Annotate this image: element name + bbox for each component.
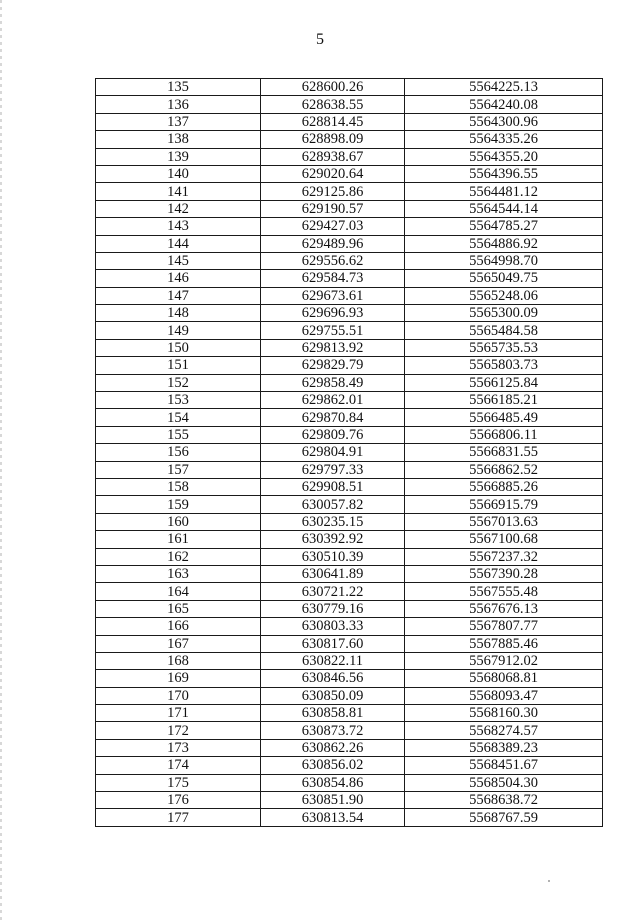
point-number-cell: 144 — [96, 235, 261, 252]
x-coordinate-cell: 630822.11 — [261, 652, 405, 669]
point-number-cell: 164 — [96, 583, 261, 600]
x-coordinate-cell: 629829.79 — [261, 357, 405, 374]
y-coordinate-cell: 5564240.08 — [405, 96, 603, 113]
y-coordinate-cell: 5567807.77 — [405, 618, 603, 635]
y-coordinate-cell: 5564998.70 — [405, 252, 603, 269]
y-coordinate-cell: 5568093.47 — [405, 687, 603, 704]
y-coordinate-cell: 5568638.72 — [405, 792, 603, 809]
point-number-cell: 165 — [96, 600, 261, 617]
x-coordinate-cell: 628814.45 — [261, 113, 405, 130]
table-row — [96, 705, 603, 722]
x-coordinate-cell: 630846.56 — [261, 670, 405, 687]
point-number-cell: 143 — [96, 218, 261, 235]
table-row — [96, 96, 603, 113]
y-coordinate-cell: 5568068.81 — [405, 670, 603, 687]
y-coordinate-cell: 5564225.13 — [405, 79, 603, 96]
x-coordinate-cell: 630392.92 — [261, 531, 405, 548]
y-coordinate-cell: 5568160.30 — [405, 705, 603, 722]
point-number-cell: 166 — [96, 618, 261, 635]
point-number-cell: 163 — [96, 565, 261, 582]
point-number-cell: 137 — [96, 113, 261, 130]
table-row — [96, 722, 603, 739]
point-number-cell: 140 — [96, 165, 261, 182]
point-number-cell: 142 — [96, 200, 261, 217]
point-number-cell: 139 — [96, 148, 261, 165]
point-number-cell: 154 — [96, 409, 261, 426]
x-coordinate-cell: 629427.03 — [261, 218, 405, 235]
table-row — [96, 687, 603, 704]
point-number-cell: 162 — [96, 548, 261, 565]
y-coordinate-cell: 5567100.68 — [405, 531, 603, 548]
x-coordinate-cell: 628938.67 — [261, 148, 405, 165]
table-row — [96, 270, 603, 287]
y-coordinate-cell: 5567912.02 — [405, 652, 603, 669]
point-number-cell: 160 — [96, 513, 261, 530]
x-coordinate-cell: 630851.90 — [261, 792, 405, 809]
y-coordinate-cell: 5564544.14 — [405, 200, 603, 217]
table-row — [96, 531, 603, 548]
x-coordinate-cell: 629190.57 — [261, 200, 405, 217]
point-number-cell: 136 — [96, 96, 261, 113]
y-coordinate-cell: 5566485.49 — [405, 409, 603, 426]
point-number-cell: 141 — [96, 183, 261, 200]
table-row — [96, 670, 603, 687]
y-coordinate-cell: 5565049.75 — [405, 270, 603, 287]
table-row — [96, 235, 603, 252]
point-number-cell: 135 — [96, 79, 261, 96]
table-row — [96, 183, 603, 200]
point-number-cell: 153 — [96, 392, 261, 409]
point-number-cell: 147 — [96, 287, 261, 304]
y-coordinate-cell: 5564785.27 — [405, 218, 603, 235]
table-row — [96, 252, 603, 269]
x-coordinate-cell: 629673.61 — [261, 287, 405, 304]
y-coordinate-cell: 5568767.59 — [405, 809, 603, 826]
point-number-cell: 177 — [96, 809, 261, 826]
scan-edge-artifact — [0, 0, 2, 921]
point-number-cell: 175 — [96, 774, 261, 791]
table-row — [96, 339, 603, 356]
x-coordinate-cell: 629696.93 — [261, 305, 405, 322]
point-number-cell: 157 — [96, 461, 261, 478]
point-number-cell: 170 — [96, 687, 261, 704]
x-coordinate-cell: 630850.09 — [261, 687, 405, 704]
table-row — [96, 461, 603, 478]
y-coordinate-cell: 5567885.46 — [405, 635, 603, 652]
y-coordinate-cell: 5566806.11 — [405, 426, 603, 443]
x-coordinate-cell: 630721.22 — [261, 583, 405, 600]
table-row — [96, 426, 603, 443]
point-number-cell: 150 — [96, 339, 261, 356]
table-row — [96, 409, 603, 426]
table-row — [96, 357, 603, 374]
table-row — [96, 600, 603, 617]
x-coordinate-cell: 630510.39 — [261, 548, 405, 565]
table-row — [96, 218, 603, 235]
x-coordinate-cell: 630858.81 — [261, 705, 405, 722]
table-row — [96, 565, 603, 582]
table-row — [96, 809, 603, 826]
point-number-cell: 159 — [96, 496, 261, 513]
x-coordinate-cell: 628600.26 — [261, 79, 405, 96]
y-coordinate-cell: 5566185.21 — [405, 392, 603, 409]
point-number-cell: 172 — [96, 722, 261, 739]
x-coordinate-cell: 629797.33 — [261, 461, 405, 478]
point-number-cell: 148 — [96, 305, 261, 322]
x-coordinate-cell: 629908.51 — [261, 478, 405, 495]
point-number-cell: 138 — [96, 131, 261, 148]
table-row — [96, 392, 603, 409]
y-coordinate-cell: 5566862.52 — [405, 461, 603, 478]
y-coordinate-cell: 5568274.57 — [405, 722, 603, 739]
point-number-cell: 151 — [96, 357, 261, 374]
x-coordinate-cell: 629020.64 — [261, 165, 405, 182]
table-row — [96, 548, 603, 565]
table-row — [96, 635, 603, 652]
table-row — [96, 305, 603, 322]
table-row — [96, 444, 603, 461]
x-coordinate-cell: 630854.86 — [261, 774, 405, 791]
table-row — [96, 131, 603, 148]
table-row — [96, 757, 603, 774]
y-coordinate-cell: 5568504.30 — [405, 774, 603, 791]
y-coordinate-cell: 5568451.67 — [405, 757, 603, 774]
point-number-cell: 158 — [96, 478, 261, 495]
x-coordinate-cell: 630235.15 — [261, 513, 405, 530]
point-number-cell: 169 — [96, 670, 261, 687]
y-coordinate-cell: 5566831.55 — [405, 444, 603, 461]
table-row — [96, 79, 603, 96]
table-row — [96, 618, 603, 635]
y-coordinate-cell: 5566915.79 — [405, 496, 603, 513]
x-coordinate-cell: 629870.84 — [261, 409, 405, 426]
x-coordinate-cell: 629584.73 — [261, 270, 405, 287]
table-row — [96, 287, 603, 304]
x-coordinate-cell: 628898.09 — [261, 131, 405, 148]
x-coordinate-cell: 630856.02 — [261, 757, 405, 774]
scan-speck — [548, 880, 550, 882]
point-number-cell: 174 — [96, 757, 261, 774]
table-row — [96, 583, 603, 600]
coordinate-table-body — [96, 79, 603, 827]
x-coordinate-cell: 630057.82 — [261, 496, 405, 513]
x-coordinate-cell: 629862.01 — [261, 392, 405, 409]
y-coordinate-cell: 5567555.48 — [405, 583, 603, 600]
x-coordinate-cell: 630779.16 — [261, 600, 405, 617]
point-number-cell: 173 — [96, 739, 261, 756]
point-number-cell: 176 — [96, 792, 261, 809]
y-coordinate-cell: 5567237.32 — [405, 548, 603, 565]
table-row — [96, 652, 603, 669]
y-coordinate-cell: 5564396.55 — [405, 165, 603, 182]
point-number-cell: 149 — [96, 322, 261, 339]
point-number-cell: 161 — [96, 531, 261, 548]
point-number-cell: 152 — [96, 374, 261, 391]
table-row — [96, 513, 603, 530]
table-row — [96, 165, 603, 182]
y-coordinate-cell: 5566885.26 — [405, 478, 603, 495]
y-coordinate-cell: 5565803.73 — [405, 357, 603, 374]
point-number-cell: 167 — [96, 635, 261, 652]
x-coordinate-cell: 630862.26 — [261, 739, 405, 756]
coordinate-table-container — [95, 78, 599, 827]
table-row — [96, 739, 603, 756]
point-number-cell: 155 — [96, 426, 261, 443]
table-row — [96, 374, 603, 391]
y-coordinate-cell: 5564335.26 — [405, 131, 603, 148]
y-coordinate-cell: 5565484.58 — [405, 322, 603, 339]
x-coordinate-cell: 630803.33 — [261, 618, 405, 635]
y-coordinate-cell: 5567390.28 — [405, 565, 603, 582]
point-number-cell: 168 — [96, 652, 261, 669]
x-coordinate-cell: 630813.54 — [261, 809, 405, 826]
x-coordinate-cell: 629804.91 — [261, 444, 405, 461]
y-coordinate-cell: 5565735.53 — [405, 339, 603, 356]
y-coordinate-cell: 5564355.20 — [405, 148, 603, 165]
x-coordinate-cell: 629809.76 — [261, 426, 405, 443]
x-coordinate-cell: 629858.49 — [261, 374, 405, 391]
x-coordinate-cell: 629125.86 — [261, 183, 405, 200]
y-coordinate-cell: 5564300.96 — [405, 113, 603, 130]
y-coordinate-cell: 5567676.13 — [405, 600, 603, 617]
point-number-cell: 171 — [96, 705, 261, 722]
point-number-cell: 146 — [96, 270, 261, 287]
table-row — [96, 322, 603, 339]
table-row — [96, 792, 603, 809]
y-coordinate-cell: 5568389.23 — [405, 739, 603, 756]
point-number-cell: 145 — [96, 252, 261, 269]
x-coordinate-cell: 629489.96 — [261, 235, 405, 252]
y-coordinate-cell: 5567013.63 — [405, 513, 603, 530]
y-coordinate-cell: 5564481.12 — [405, 183, 603, 200]
y-coordinate-cell: 5565248.06 — [405, 287, 603, 304]
coordinate-table — [95, 78, 603, 827]
x-coordinate-cell: 629556.62 — [261, 252, 405, 269]
y-coordinate-cell: 5565300.09 — [405, 305, 603, 322]
x-coordinate-cell: 630873.72 — [261, 722, 405, 739]
table-row — [96, 148, 603, 165]
table-row — [96, 496, 603, 513]
y-coordinate-cell: 5566125.84 — [405, 374, 603, 391]
table-row — [96, 774, 603, 791]
point-number-cell: 156 — [96, 444, 261, 461]
x-coordinate-cell: 628638.55 — [261, 96, 405, 113]
table-row — [96, 200, 603, 217]
table-row — [96, 113, 603, 130]
x-coordinate-cell: 630641.89 — [261, 565, 405, 582]
page-number: 5 — [316, 31, 324, 48]
x-coordinate-cell: 629755.51 — [261, 322, 405, 339]
y-coordinate-cell: 5564886.92 — [405, 235, 603, 252]
table-row — [96, 478, 603, 495]
x-coordinate-cell: 630817.60 — [261, 635, 405, 652]
x-coordinate-cell: 629813.92 — [261, 339, 405, 356]
